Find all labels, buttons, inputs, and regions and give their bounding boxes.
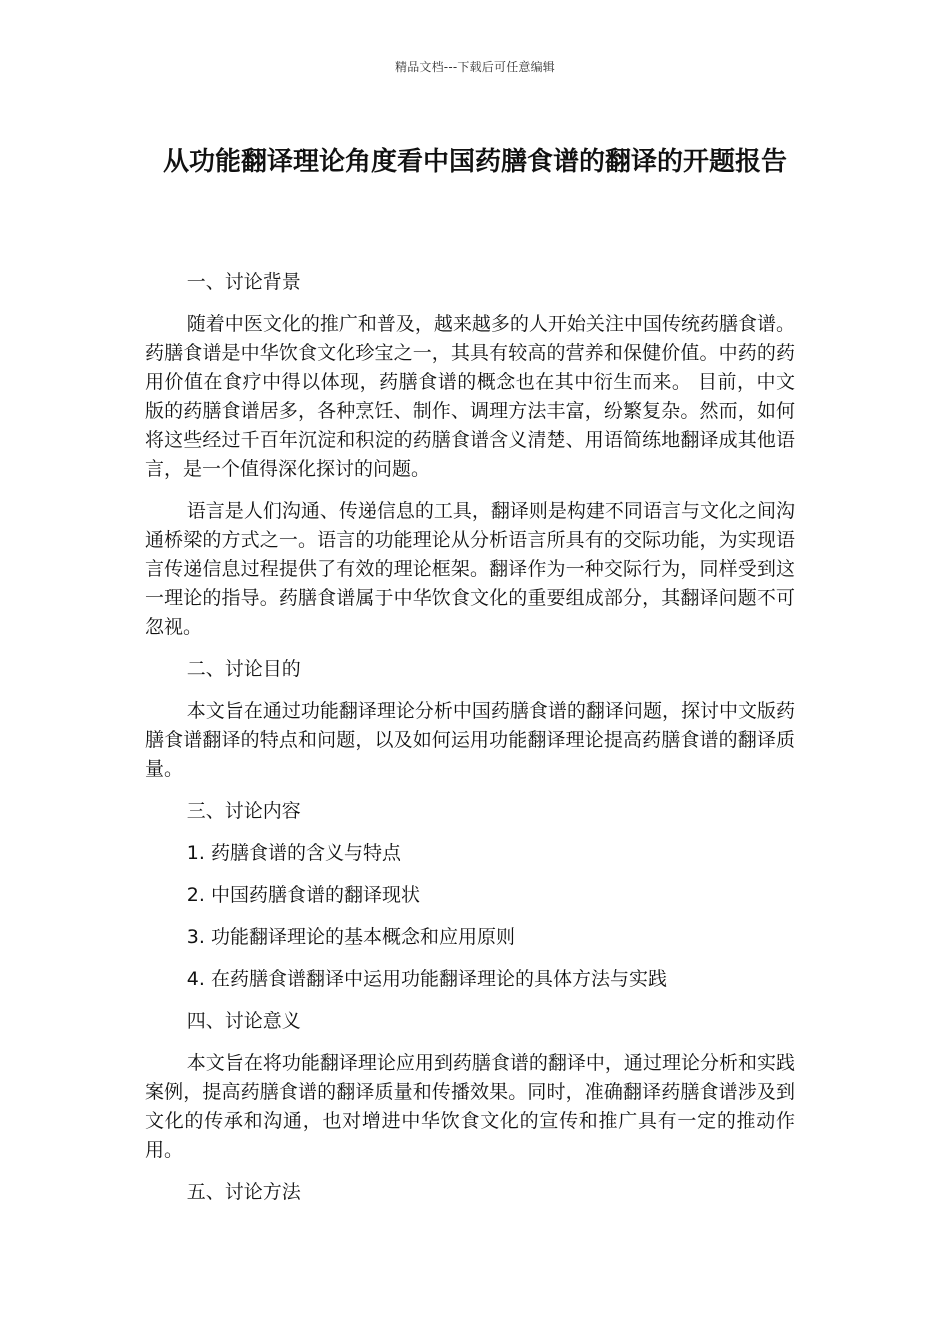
list-item: 4. 在药膳食谱翻译中运用功能翻译理论的具体方法与实践 [186,968,667,990]
section-heading-method: 五、讨论方法 [186,1181,301,1203]
document-body [145,268,795,1220]
list-item: 2. 中国药膳食谱的翻译现状 [186,884,420,906]
section-heading-background: 一、讨论背景 [186,271,301,293]
document-title: 从功能翻译理论角度看中国药膳食谱的翻译的开题报告 [162,147,787,177]
header-note: 精品文档---下载后可任意编辑 [395,60,555,74]
list-item: 1. 药膳食谱的含义与特点 [186,842,401,864]
list-item: 3. 功能翻译理论的基本概念和应用原则 [186,926,515,948]
paragraph: 本文旨在将功能翻译理论应用到药膳食谱的翻译中，通过理论分析和实践案例，提高药膳食谱的翻译质量和传播效果。同时，准确翻译药膳食谱涉及到文化的传承和沟通，也对增进中华饮食文化的宣传和推广具有一定的推动作用。 [145,1052,795,1161]
paragraph: 本文旨在通过功能翻译理论分析中国药膳食谱的翻译问题，探讨中文版药膳食谱翻译的特点和问题，以及如何运用功能翻译理论提高药膳食谱的翻译质量。 [145,700,795,780]
section-heading-content: 三、讨论内容 [186,800,301,822]
paragraph: 随着中医文化的推广和普及，越来越多的人开始关注中国传统药膳食谱。药膳食谱是中华饮食文化珍宝之一，其具有较高的营养和保健价值。中药的药用价值在食疗中得以体现，药膳食谱的概念也在其中衍生而来。 目前，中文版的药膳食谱居多，各种烹饪、制作、调理方法丰富，纷繁复杂。然而，如何将这些经过千百年沉淀和积淀的药膳食谱含义清楚、用语简练地翻译成其他语言，是一个值得深化探讨的问题。 [145,313,795,480]
paragraph: 语言是人们沟通、传递信息的工具，翻译则是构建不同语言与文化之间沟通桥梁的方式之一。语言的功能理论从分析语言所具有的交际功能，为实现语言传递信息过程提供了有效的理论框架。翻译作为一种交际行为，同样受到这一理论的指导。药膳食谱属于中华饮食文化的重要组成部分，其翻译问题不可忽视。 [145,500,795,638]
section-heading-significance: 四、讨论意义 [186,1010,301,1032]
section-heading-purpose: 二、讨论目的 [186,658,301,680]
